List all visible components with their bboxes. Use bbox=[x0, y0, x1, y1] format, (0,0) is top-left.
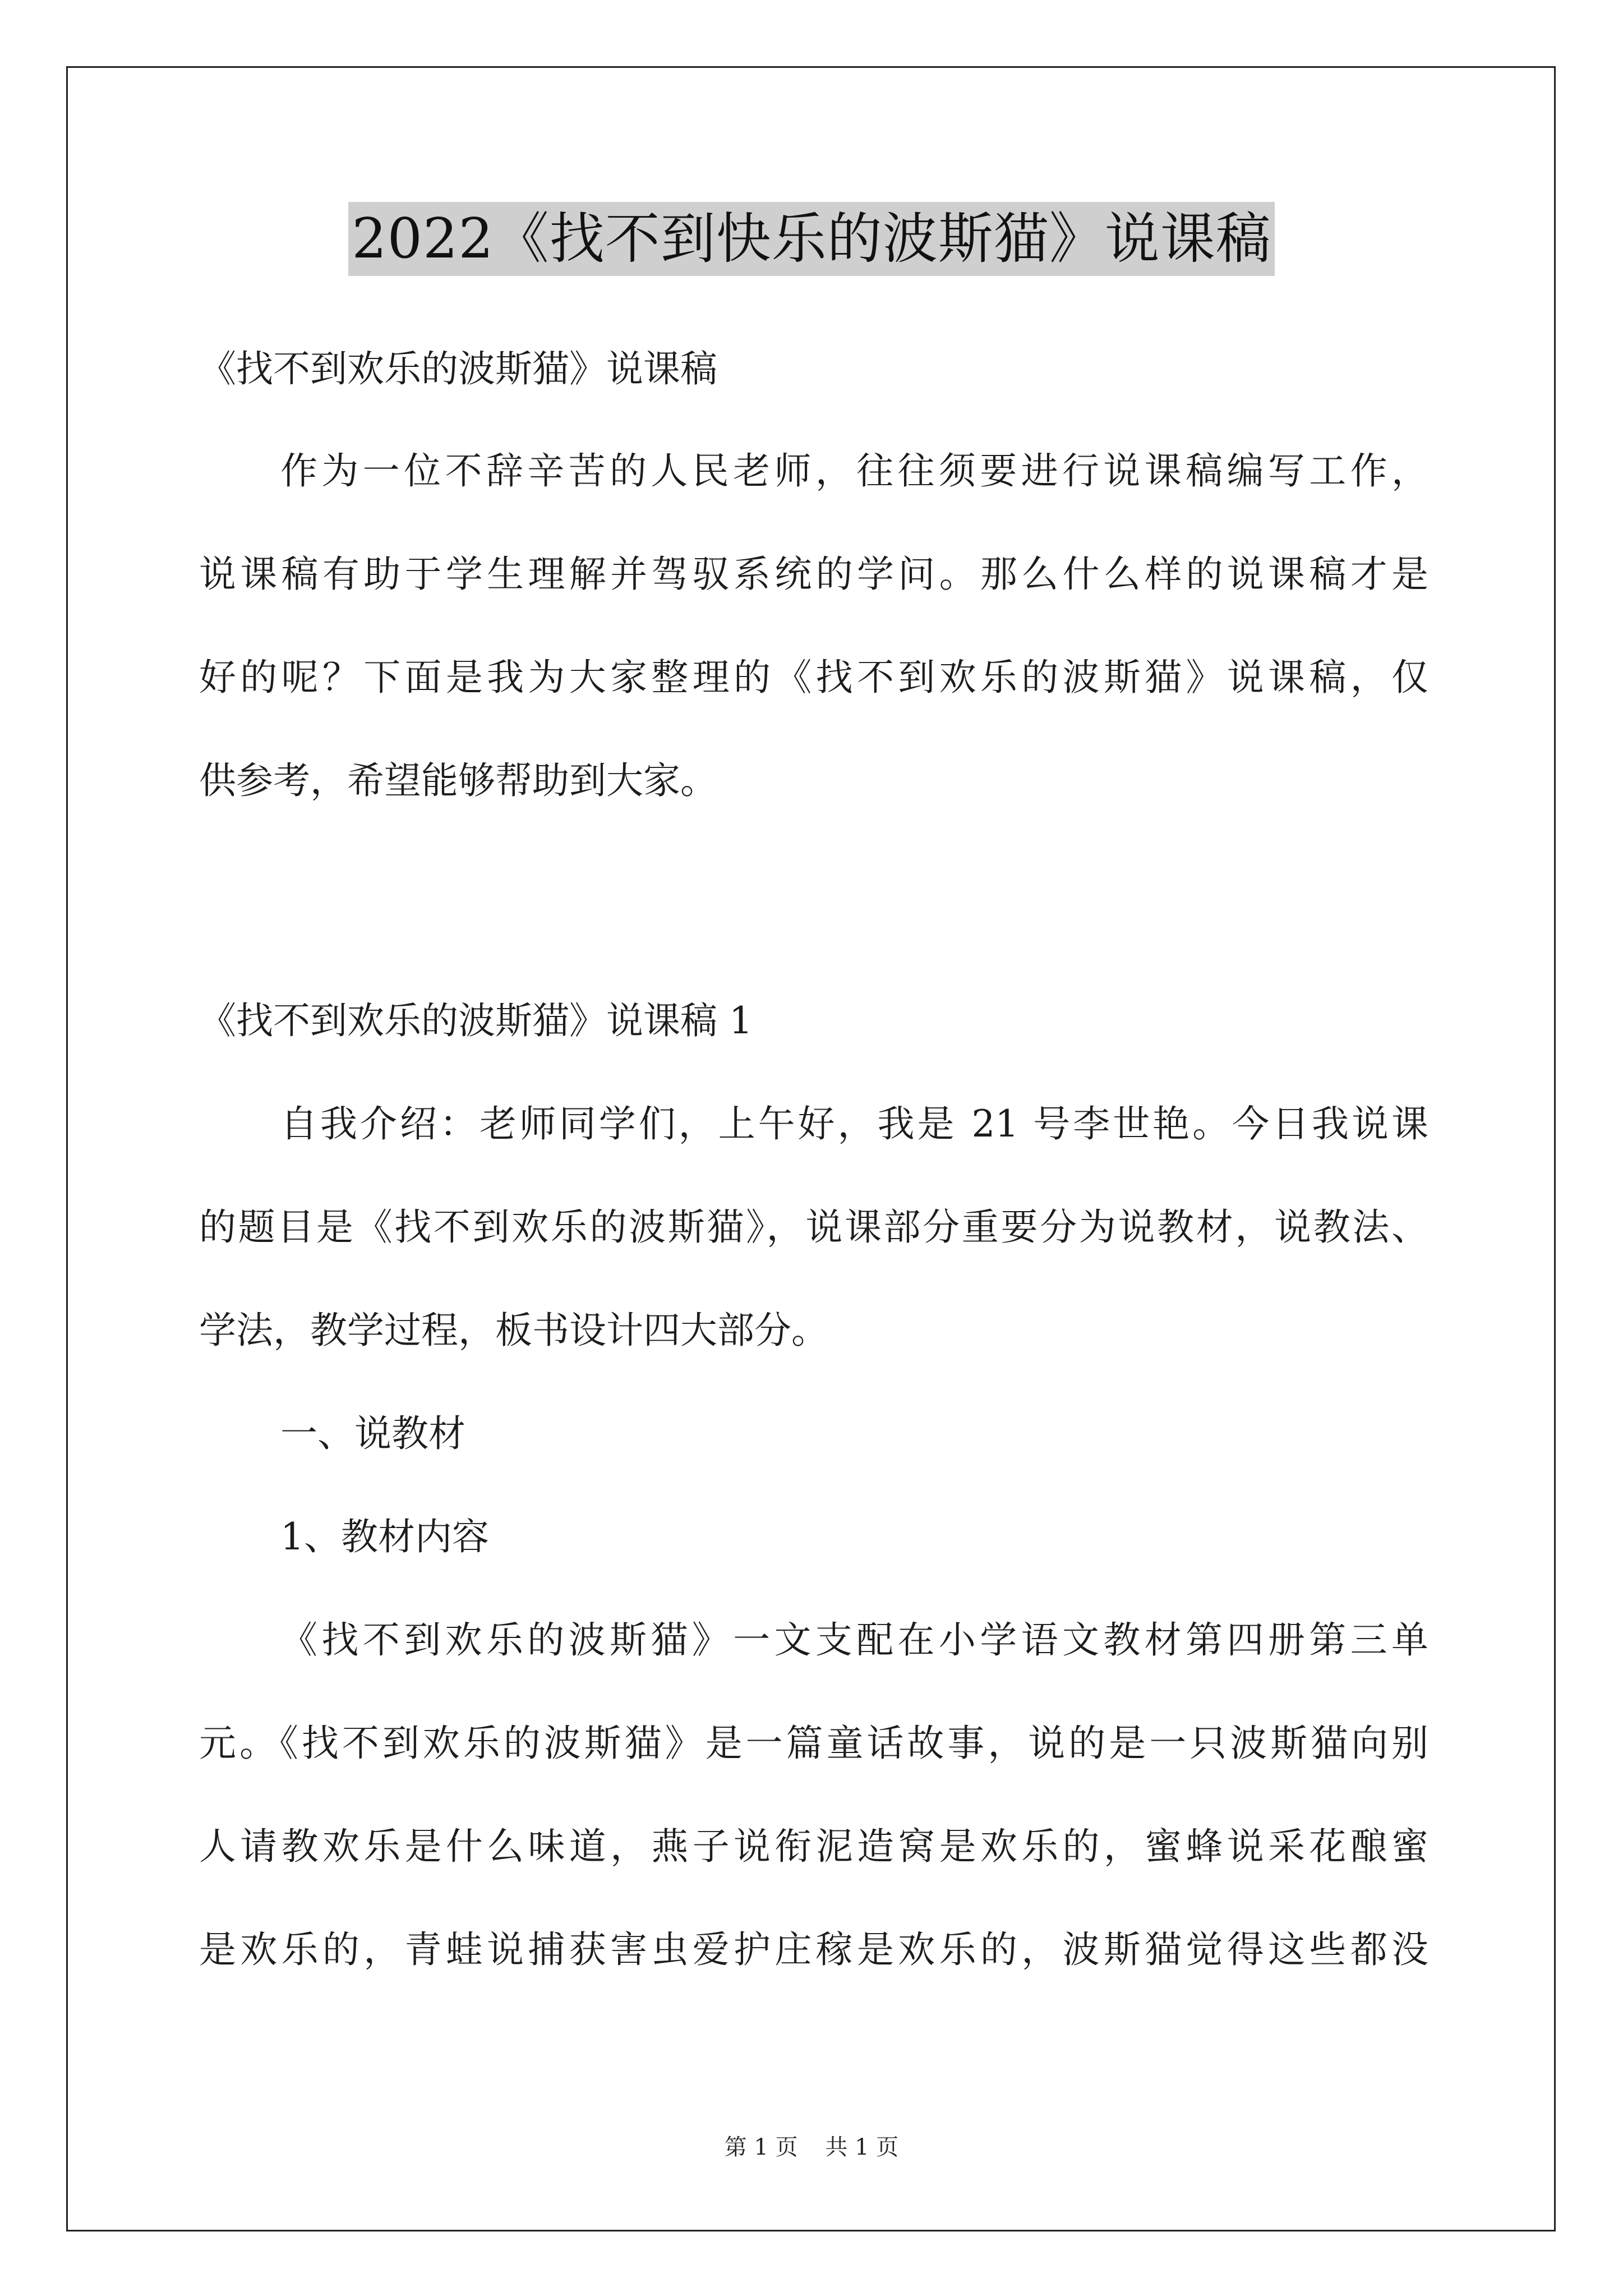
title-container bbox=[0, 202, 1623, 276]
subheading: 1、教材内容 bbox=[280, 1515, 489, 1558]
paragraph-line: 元。《找不到欢乐的波斯猫》是一篇童话故事，说的是一只波斯猫向别 bbox=[199, 1722, 1428, 1765]
paragraph-line: 好的呢？下面是我为大家整理的《找不到欢乐的波斯猫》说课稿，仅 bbox=[199, 656, 1428, 699]
paragraph-line: 人请教欢乐是什么味道，燕子说衔泥造窝是欢乐的，蜜蜂说采花酿蜜 bbox=[199, 1825, 1428, 1868]
paragraph-line: 是欢乐的，青蛙说捕获害虫爱护庄稼是欢乐的，波斯猫觉得这些都没 bbox=[199, 1928, 1428, 1971]
paragraph-line: 《找不到欢乐的波斯猫》一文支配在小学语文教材第四册第三单 bbox=[280, 1618, 1428, 1662]
section-heading: 《找不到欢乐的波斯猫》说课稿 1 bbox=[199, 999, 753, 1042]
paragraph-line: 自我介绍：老师同学们，上午好，我是 21 号李世艳。今日我说课 bbox=[280, 1102, 1428, 1145]
paragraph-line: 作为一位不辞辛苦的人民老师，往往须要进行说课稿编写工作， bbox=[280, 449, 1428, 493]
subheading: 一、说教材 bbox=[280, 1412, 465, 1455]
paragraph-line: 供参考，希望能够帮助到大家。 bbox=[199, 759, 717, 802]
paragraph-line: 的题目是《找不到欢乐的波斯猫》，说课部分重要分为说教材，说教法、 bbox=[199, 1205, 1428, 1249]
page-number: 第 1 页 bbox=[724, 2134, 798, 2160]
document-title: 2022《找不到快乐的波斯猫》说课稿 bbox=[348, 202, 1274, 276]
page-footer bbox=[0, 2132, 1623, 2163]
paragraph-line: 说课稿有助于学生理解并驾驭系统的学问。那么什么样的说课稿才是 bbox=[199, 553, 1428, 596]
subtitle-line: 《找不到欢乐的波斯猫》说课稿 bbox=[199, 347, 717, 390]
paragraph-line: 学法，教学过程，板书设计四大部分。 bbox=[199, 1309, 828, 1352]
page-total: 共 1 页 bbox=[825, 2134, 899, 2160]
